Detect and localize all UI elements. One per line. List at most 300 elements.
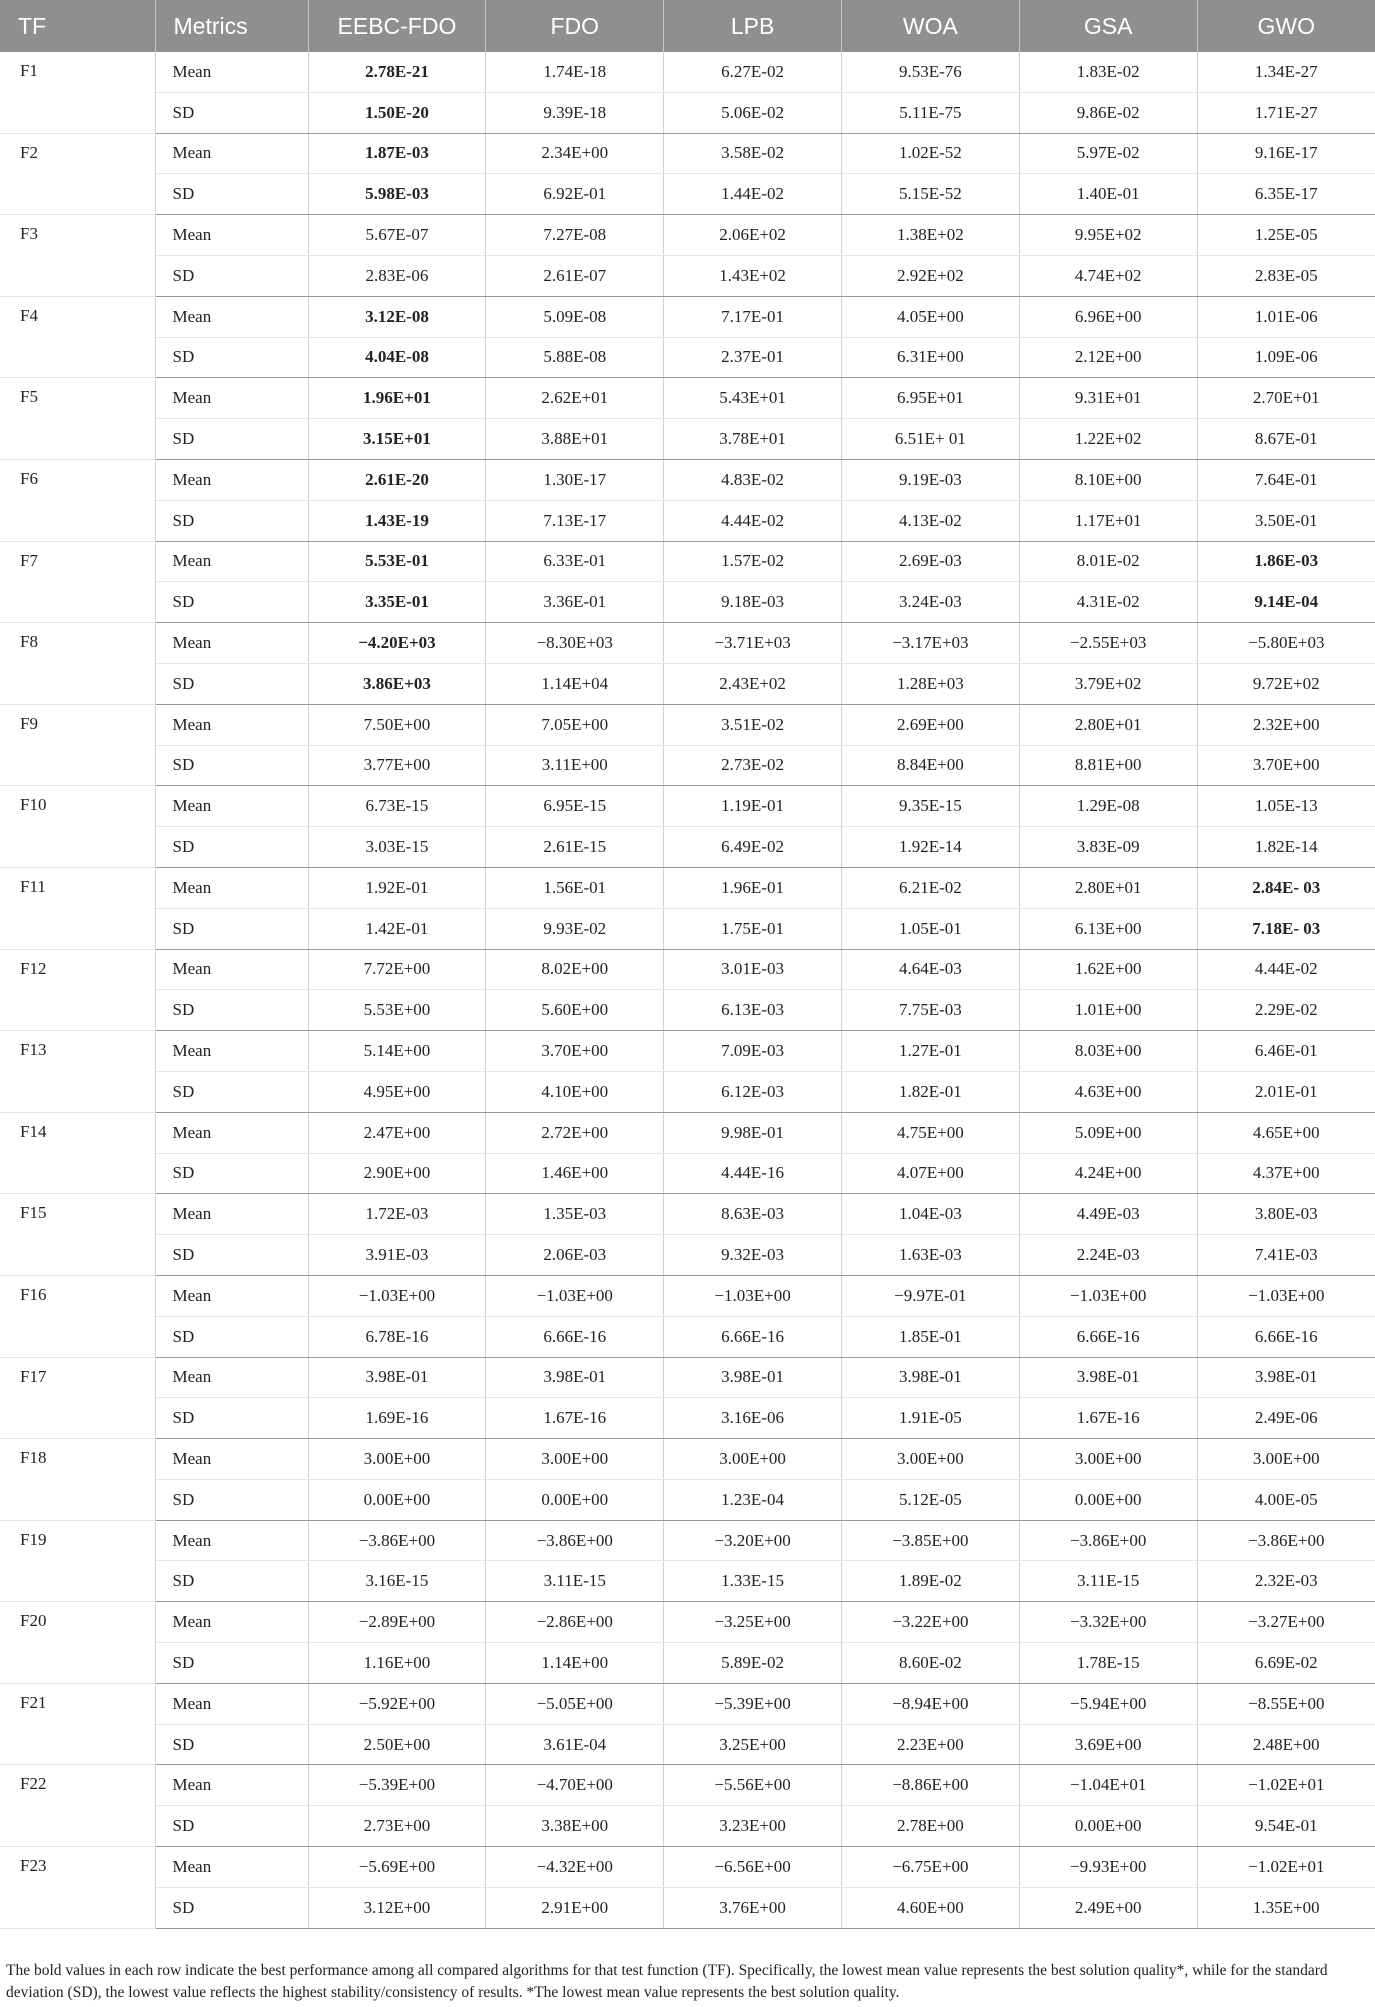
value-cell: −1.03E+00	[1197, 1275, 1375, 1316]
value-cell: −5.69E+00	[308, 1847, 486, 1888]
value-cell: 2.49E+00	[1019, 1887, 1197, 1928]
value-cell: 1.35E+00	[1197, 1887, 1375, 1928]
value-cell: 7.27E-08	[486, 215, 664, 256]
metric-cell: SD	[155, 990, 308, 1031]
value-cell: 7.75E-03	[841, 990, 1019, 1031]
value-cell: 2.92E+02	[841, 255, 1019, 296]
value-cell: 4.63E+00	[1019, 1071, 1197, 1112]
value-cell: 0.00E+00	[308, 1479, 486, 1520]
metric-cell: Mean	[155, 786, 308, 827]
metric-cell: SD	[155, 1724, 308, 1765]
table-row	[0, 337, 1375, 378]
table-row	[0, 1643, 1375, 1684]
value-cell: 3.00E+00	[486, 1439, 664, 1480]
value-cell: −5.56E+00	[664, 1765, 842, 1806]
value-cell: 5.11E-75	[841, 92, 1019, 133]
value-cell: 6.31E+00	[841, 337, 1019, 378]
metric-cell: Mean	[155, 459, 308, 500]
value-cell: 3.01E-03	[664, 949, 842, 990]
value-cell: −6.56E+00	[664, 1847, 842, 1888]
value-cell: 3.35E-01	[308, 582, 486, 623]
value-cell: 1.89E-02	[841, 1561, 1019, 1602]
value-cell: 1.96E+01	[308, 378, 486, 419]
value-cell: 4.10E+00	[486, 1071, 664, 1112]
table-row	[0, 1153, 1375, 1194]
value-cell: 3.23E+00	[664, 1806, 842, 1847]
value-cell: −2.55E+03	[1019, 623, 1197, 664]
value-cell: 1.17E+01	[1019, 500, 1197, 541]
value-cell: 2.34E+00	[486, 133, 664, 174]
value-cell: 8.84E+00	[841, 745, 1019, 786]
table-header-row	[0, 0, 1375, 52]
value-cell: 7.18E- 03	[1197, 908, 1375, 949]
value-cell: 1.82E-01	[841, 1071, 1019, 1112]
value-cell: 5.09E+00	[1019, 1112, 1197, 1153]
value-cell: 4.04E-08	[308, 337, 486, 378]
table-row	[0, 867, 1375, 908]
value-cell: 1.05E-01	[841, 908, 1019, 949]
table-row	[0, 1031, 1375, 1072]
table-row	[0, 745, 1375, 786]
value-cell: 4.05E+00	[841, 296, 1019, 337]
value-cell: 7.50E+00	[308, 704, 486, 745]
table-row	[0, 949, 1375, 990]
table-row	[0, 704, 1375, 745]
value-cell: 5.67E-07	[308, 215, 486, 256]
value-cell: 1.57E-02	[664, 541, 842, 582]
table-row	[0, 296, 1375, 337]
value-cell: 1.92E-14	[841, 827, 1019, 868]
table-row	[0, 459, 1375, 500]
value-cell: 5.89E-02	[664, 1643, 842, 1684]
value-cell: 5.09E-08	[486, 296, 664, 337]
table-row	[0, 786, 1375, 827]
value-cell: 0.00E+00	[1019, 1479, 1197, 1520]
value-cell: 1.33E-15	[664, 1561, 842, 1602]
table-row	[0, 1439, 1375, 1480]
value-cell: 1.82E-14	[1197, 827, 1375, 868]
value-cell: 3.36E-01	[486, 582, 664, 623]
metric-cell: SD	[155, 337, 308, 378]
value-cell: −3.86E+00	[308, 1520, 486, 1561]
value-cell: 1.02E-52	[841, 133, 1019, 174]
value-cell: 4.75E+00	[841, 1112, 1019, 1153]
value-cell: 4.44E-02	[664, 500, 842, 541]
table-row	[0, 1765, 1375, 1806]
value-cell: −5.92E+00	[308, 1683, 486, 1724]
value-cell: 2.12E+00	[1019, 337, 1197, 378]
value-cell: −5.05E+00	[486, 1683, 664, 1724]
table-row	[0, 378, 1375, 419]
header-eebc-fdo: EEBC-FDO	[308, 0, 486, 52]
header-tf: TF	[0, 0, 155, 52]
value-cell: 2.83E-06	[308, 255, 486, 296]
table-row	[0, 1806, 1375, 1847]
table-row	[0, 1194, 1375, 1235]
value-cell: 9.32E-03	[664, 1235, 842, 1276]
table-row	[0, 623, 1375, 664]
value-cell: 2.62E+01	[486, 378, 664, 419]
value-cell: 3.51E-02	[664, 704, 842, 745]
table-row	[0, 1724, 1375, 1765]
value-cell: 1.40E-01	[1019, 174, 1197, 215]
metric-cell: SD	[155, 174, 308, 215]
value-cell: 2.50E+00	[308, 1724, 486, 1765]
table-row	[0, 1398, 1375, 1439]
value-cell: 1.30E-17	[486, 459, 664, 500]
metric-cell: Mean	[155, 52, 308, 92]
value-cell: 4.37E+00	[1197, 1153, 1375, 1194]
header-gwo: GWO	[1197, 0, 1375, 52]
value-cell: 1.09E-06	[1197, 337, 1375, 378]
value-cell: 8.60E-02	[841, 1643, 1019, 1684]
value-cell: 7.09E-03	[664, 1031, 842, 1072]
table-row	[0, 1357, 1375, 1398]
value-cell: 6.95E+01	[841, 378, 1019, 419]
value-cell: −1.02E+01	[1197, 1847, 1375, 1888]
value-cell: 4.07E+00	[841, 1153, 1019, 1194]
value-cell: 5.53E+00	[308, 990, 486, 1031]
header-woa: WOA	[841, 0, 1019, 52]
value-cell: 9.31E+01	[1019, 378, 1197, 419]
value-cell: −2.86E+00	[486, 1602, 664, 1643]
value-cell: 6.66E-16	[664, 1316, 842, 1357]
metric-cell: SD	[155, 1398, 308, 1439]
value-cell: 2.83E-05	[1197, 255, 1375, 296]
value-cell: 4.83E-02	[664, 459, 842, 500]
metric-cell: Mean	[155, 949, 308, 990]
value-cell: 3.77E+00	[308, 745, 486, 786]
value-cell: 2.84E- 03	[1197, 867, 1375, 908]
test-function-cell: F11	[0, 867, 155, 949]
test-function-cell: F6	[0, 459, 155, 541]
table-row	[0, 1561, 1375, 1602]
value-cell: 2.49E-06	[1197, 1398, 1375, 1439]
value-cell: 2.32E-03	[1197, 1561, 1375, 1602]
test-function-cell: F5	[0, 378, 155, 460]
value-cell: 3.00E+00	[308, 1439, 486, 1480]
metric-cell: SD	[155, 1561, 308, 1602]
value-cell: 9.98E-01	[664, 1112, 842, 1153]
value-cell: 6.35E-17	[1197, 174, 1375, 215]
metric-cell: Mean	[155, 623, 308, 664]
value-cell: 2.73E+00	[308, 1806, 486, 1847]
test-function-cell: F19	[0, 1520, 155, 1602]
value-cell: 2.47E+00	[308, 1112, 486, 1153]
value-cell: 2.29E-02	[1197, 990, 1375, 1031]
value-cell: 6.66E-16	[1019, 1316, 1197, 1357]
table-row	[0, 52, 1375, 92]
metric-cell: SD	[155, 1316, 308, 1357]
value-cell: 2.69E-03	[841, 541, 1019, 582]
test-function-cell: F15	[0, 1194, 155, 1276]
metric-cell: Mean	[155, 215, 308, 256]
value-cell: 9.18E-03	[664, 582, 842, 623]
value-cell: 4.24E+00	[1019, 1153, 1197, 1194]
table-row	[0, 908, 1375, 949]
value-cell: 1.27E-01	[841, 1031, 1019, 1072]
value-cell: 1.67E-16	[486, 1398, 664, 1439]
value-cell: 1.67E-16	[1019, 1398, 1197, 1439]
value-cell: −4.32E+00	[486, 1847, 664, 1888]
value-cell: 8.10E+00	[1019, 459, 1197, 500]
value-cell: −8.30E+03	[486, 623, 664, 664]
value-cell: 3.16E-15	[308, 1561, 486, 1602]
value-cell: 1.01E-06	[1197, 296, 1375, 337]
table-row	[0, 1275, 1375, 1316]
value-cell: 9.54E-01	[1197, 1806, 1375, 1847]
value-cell: 1.62E+00	[1019, 949, 1197, 990]
value-cell: 2.90E+00	[308, 1153, 486, 1194]
metric-cell: Mean	[155, 704, 308, 745]
test-function-cell: F9	[0, 704, 155, 786]
value-cell: 0.00E+00	[1019, 1806, 1197, 1847]
value-cell: 3.50E-01	[1197, 500, 1375, 541]
value-cell: 0.00E+00	[486, 1479, 664, 1520]
value-cell: −5.94E+00	[1019, 1683, 1197, 1724]
value-cell: 2.69E+00	[841, 704, 1019, 745]
value-cell: 1.29E-08	[1019, 786, 1197, 827]
value-cell: 3.69E+00	[1019, 1724, 1197, 1765]
value-cell: 6.12E-03	[664, 1071, 842, 1112]
header-lpb: LPB	[664, 0, 842, 52]
header-metrics: Metrics	[155, 0, 308, 52]
value-cell: 1.43E-19	[308, 500, 486, 541]
test-function-cell: F17	[0, 1357, 155, 1439]
metric-cell: Mean	[155, 133, 308, 174]
table-row	[0, 215, 1375, 256]
metric-cell: Mean	[155, 1683, 308, 1724]
value-cell: 6.21E-02	[841, 867, 1019, 908]
table-row	[0, 1112, 1375, 1153]
metric-cell: SD	[155, 1643, 308, 1684]
value-cell: −3.32E+00	[1019, 1602, 1197, 1643]
value-cell: −3.86E+00	[1197, 1520, 1375, 1561]
value-cell: 3.11E+00	[486, 745, 664, 786]
value-cell: 3.11E-15	[486, 1561, 664, 1602]
value-cell: −1.03E+00	[664, 1275, 842, 1316]
metric-cell: SD	[155, 1806, 308, 1847]
metric-cell: SD	[155, 419, 308, 460]
value-cell: 6.73E-15	[308, 786, 486, 827]
value-cell: 2.32E+00	[1197, 704, 1375, 745]
table-row	[0, 92, 1375, 133]
table-row	[0, 419, 1375, 460]
value-cell: −1.04E+01	[1019, 1765, 1197, 1806]
value-cell: −2.89E+00	[308, 1602, 486, 1643]
value-cell: 3.98E-01	[664, 1357, 842, 1398]
metric-cell: Mean	[155, 1520, 308, 1561]
value-cell: 2.06E+02	[664, 215, 842, 256]
metric-cell: SD	[155, 827, 308, 868]
value-cell: 7.13E-17	[486, 500, 664, 541]
value-cell: 5.97E-02	[1019, 133, 1197, 174]
value-cell: 1.38E+02	[841, 215, 1019, 256]
value-cell: 9.39E-18	[486, 92, 664, 133]
value-cell: 3.15E+01	[308, 419, 486, 460]
value-cell: 5.53E-01	[308, 541, 486, 582]
value-cell: 5.88E-08	[486, 337, 664, 378]
header-gsa: GSA	[1019, 0, 1197, 52]
metric-cell: SD	[155, 255, 308, 296]
value-cell: 4.64E-03	[841, 949, 1019, 990]
test-function-cell: F7	[0, 541, 155, 623]
value-cell: −4.70E+00	[486, 1765, 664, 1806]
value-cell: 4.49E-03	[1019, 1194, 1197, 1235]
value-cell: −3.20E+00	[664, 1520, 842, 1561]
metric-cell: SD	[155, 745, 308, 786]
value-cell: 4.31E-02	[1019, 582, 1197, 623]
value-cell: 3.12E-08	[308, 296, 486, 337]
value-cell: 7.64E-01	[1197, 459, 1375, 500]
value-cell: −4.20E+03	[308, 623, 486, 664]
value-cell: 1.19E-01	[664, 786, 842, 827]
value-cell: 9.95E+02	[1019, 215, 1197, 256]
value-cell: 9.16E-17	[1197, 133, 1375, 174]
value-cell: 9.53E-76	[841, 52, 1019, 92]
value-cell: 8.02E+00	[486, 949, 664, 990]
value-cell: 4.00E-05	[1197, 1479, 1375, 1520]
value-cell: −3.17E+03	[841, 623, 1019, 664]
value-cell: 3.86E+03	[308, 663, 486, 704]
value-cell: 1.92E-01	[308, 867, 486, 908]
value-cell: 8.81E+00	[1019, 745, 1197, 786]
metric-cell: SD	[155, 908, 308, 949]
test-function-cell: F16	[0, 1275, 155, 1357]
value-cell: 9.72E+02	[1197, 663, 1375, 704]
value-cell: 3.98E-01	[1019, 1357, 1197, 1398]
value-cell: 3.70E+00	[1197, 745, 1375, 786]
value-cell: −6.75E+00	[841, 1847, 1019, 1888]
value-cell: 6.92E-01	[486, 174, 664, 215]
table-row	[0, 1071, 1375, 1112]
value-cell: 6.13E-03	[664, 990, 842, 1031]
value-cell: 1.69E-16	[308, 1398, 486, 1439]
value-cell: 6.66E-16	[1197, 1316, 1375, 1357]
value-cell: 1.22E+02	[1019, 419, 1197, 460]
value-cell: 5.06E-02	[664, 92, 842, 133]
metric-cell: Mean	[155, 1439, 308, 1480]
value-cell: 2.78E+00	[841, 1806, 1019, 1847]
value-cell: 1.43E+02	[664, 255, 842, 296]
value-cell: 5.98E-03	[308, 174, 486, 215]
value-cell: 5.12E-05	[841, 1479, 1019, 1520]
value-cell: −3.86E+00	[486, 1520, 664, 1561]
value-cell: 6.33E-01	[486, 541, 664, 582]
value-cell: −1.02E+01	[1197, 1765, 1375, 1806]
test-function-cell: F1	[0, 52, 155, 133]
test-function-cell: F21	[0, 1683, 155, 1765]
value-cell: 2.80E+01	[1019, 704, 1197, 745]
test-function-cell: F3	[0, 215, 155, 297]
value-cell: 3.61E-04	[486, 1724, 664, 1765]
value-cell: 7.41E-03	[1197, 1235, 1375, 1276]
value-cell: 3.12E+00	[308, 1887, 486, 1928]
value-cell: 2.06E-03	[486, 1235, 664, 1276]
value-cell: 1.56E-01	[486, 867, 664, 908]
value-cell: 1.04E-03	[841, 1194, 1019, 1235]
table-row	[0, 827, 1375, 868]
metric-cell: Mean	[155, 1031, 308, 1072]
value-cell: 2.80E+01	[1019, 867, 1197, 908]
value-cell: 1.42E-01	[308, 908, 486, 949]
value-cell: 2.61E-20	[308, 459, 486, 500]
value-cell: 3.78E+01	[664, 419, 842, 460]
value-cell: 3.98E-01	[841, 1357, 1019, 1398]
value-cell: 4.95E+00	[308, 1071, 486, 1112]
test-function-cell: F10	[0, 786, 155, 868]
value-cell: 1.35E-03	[486, 1194, 664, 1235]
value-cell: 2.37E-01	[664, 337, 842, 378]
value-cell: 3.58E-02	[664, 133, 842, 174]
value-cell: 1.87E-03	[308, 133, 486, 174]
metric-cell: SD	[155, 1235, 308, 1276]
table-row	[0, 1235, 1375, 1276]
value-cell: −3.71E+03	[664, 623, 842, 664]
value-cell: 3.11E-15	[1019, 1561, 1197, 1602]
value-cell: 1.71E-27	[1197, 92, 1375, 133]
test-function-cell: F4	[0, 296, 155, 378]
value-cell: 3.80E-03	[1197, 1194, 1375, 1235]
value-cell: −9.97E-01	[841, 1275, 1019, 1316]
test-function-cell: F2	[0, 133, 155, 215]
value-cell: 3.98E-01	[308, 1357, 486, 1398]
value-cell: 3.70E+00	[486, 1031, 664, 1072]
value-cell: 7.17E-01	[664, 296, 842, 337]
metric-cell: Mean	[155, 1765, 308, 1806]
value-cell: 1.50E-20	[308, 92, 486, 133]
metric-cell: Mean	[155, 378, 308, 419]
value-cell: 2.91E+00	[486, 1887, 664, 1928]
test-function-cell: F22	[0, 1765, 155, 1847]
value-cell: −1.03E+00	[486, 1275, 664, 1316]
value-cell: 6.27E-02	[664, 52, 842, 92]
value-cell: 6.49E-02	[664, 827, 842, 868]
value-cell: 1.25E-05	[1197, 215, 1375, 256]
table-row	[0, 255, 1375, 296]
test-function-cell: F23	[0, 1847, 155, 1929]
value-cell: 9.14E-04	[1197, 582, 1375, 623]
value-cell: 1.16E+00	[308, 1643, 486, 1684]
value-cell: −3.25E+00	[664, 1602, 842, 1643]
value-cell: −5.39E+00	[308, 1765, 486, 1806]
value-cell: 1.83E-02	[1019, 52, 1197, 92]
table-row	[0, 1520, 1375, 1561]
value-cell: 2.72E+00	[486, 1112, 664, 1153]
table-row	[0, 500, 1375, 541]
value-cell: 1.34E-27	[1197, 52, 1375, 92]
value-cell: 3.00E+00	[841, 1439, 1019, 1480]
value-cell: 3.98E-01	[486, 1357, 664, 1398]
value-cell: 3.88E+01	[486, 419, 664, 460]
value-cell: 2.43E+02	[664, 663, 842, 704]
metric-cell: Mean	[155, 1194, 308, 1235]
value-cell: 9.93E-02	[486, 908, 664, 949]
value-cell: 3.38E+00	[486, 1806, 664, 1847]
value-cell: −8.55E+00	[1197, 1683, 1375, 1724]
value-cell: 3.00E+00	[1197, 1439, 1375, 1480]
value-cell: 6.78E-16	[308, 1316, 486, 1357]
value-cell: −3.85E+00	[841, 1520, 1019, 1561]
table-row	[0, 582, 1375, 623]
value-cell: 3.83E-09	[1019, 827, 1197, 868]
metric-cell: SD	[155, 1887, 308, 1928]
value-cell: 5.60E+00	[486, 990, 664, 1031]
value-cell: 2.73E-02	[664, 745, 842, 786]
value-cell: 2.70E+01	[1197, 378, 1375, 419]
value-cell: 1.91E-05	[841, 1398, 1019, 1439]
metric-cell: Mean	[155, 1602, 308, 1643]
